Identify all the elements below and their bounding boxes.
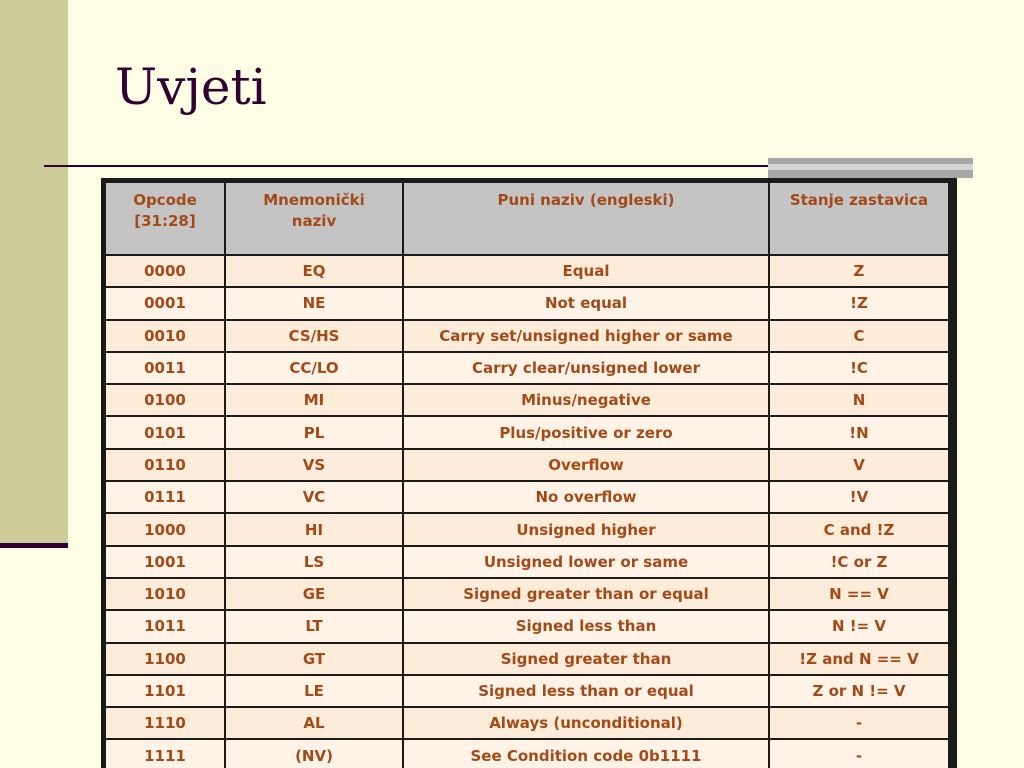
table-row xyxy=(105,449,949,481)
cell-opcode: 0101 xyxy=(105,416,225,448)
cell-full-name: Unsigned higher xyxy=(403,513,769,545)
cell-mnemonic: AL xyxy=(225,707,403,739)
cell-flags: !C or Z xyxy=(769,546,949,578)
cell-mnemonic: CS/HS xyxy=(225,320,403,352)
cell-flags: V xyxy=(769,449,949,481)
table-row xyxy=(105,578,949,610)
header-mnemonic-line1: Mnemonički xyxy=(263,191,365,209)
table-row xyxy=(105,287,949,319)
table-row xyxy=(105,546,949,578)
cell-full-name: Equal xyxy=(403,255,769,287)
cell-opcode: 1000 xyxy=(105,513,225,545)
cell-mnemonic: LT xyxy=(225,610,403,642)
cell-flags: N != V xyxy=(769,610,949,642)
table-row xyxy=(105,739,949,768)
cell-flags: N == V xyxy=(769,578,949,610)
cell-opcode: 1011 xyxy=(105,610,225,642)
cell-mnemonic: LS xyxy=(225,546,403,578)
cell-full-name: Minus/negative xyxy=(403,384,769,416)
cell-full-name: Not equal xyxy=(403,287,769,319)
header-mnemonic-line2: naziv xyxy=(291,212,337,230)
cell-opcode: 0011 xyxy=(105,352,225,384)
cell-full-name: Signed less than or equal xyxy=(403,675,769,707)
cell-full-name: See Condition code 0b1111 xyxy=(403,739,769,768)
table-row xyxy=(105,513,949,545)
left-band-rule xyxy=(0,543,68,548)
header-mnemonic xyxy=(225,182,403,255)
title-divider xyxy=(44,165,770,167)
table-row xyxy=(105,707,949,739)
condition-table-frame xyxy=(101,178,957,768)
cell-opcode: 0010 xyxy=(105,320,225,352)
cell-opcode: 0100 xyxy=(105,384,225,416)
cell-mnemonic: GE xyxy=(225,578,403,610)
left-decor-band xyxy=(0,0,68,546)
cell-full-name: Always (unconditional) xyxy=(403,707,769,739)
cell-full-name: Signed greater than or equal xyxy=(403,578,769,610)
cell-mnemonic: PL xyxy=(225,416,403,448)
table-row xyxy=(105,255,949,287)
table-row xyxy=(105,320,949,352)
cell-opcode: 1101 xyxy=(105,675,225,707)
table-row xyxy=(105,384,949,416)
cell-full-name: No overflow xyxy=(403,481,769,513)
cell-opcode: 0000 xyxy=(105,255,225,287)
cell-opcode: 0110 xyxy=(105,449,225,481)
cell-mnemonic: LE xyxy=(225,675,403,707)
cell-flags: Z or N != V xyxy=(769,675,949,707)
slide-title: Uvjeti xyxy=(115,58,267,116)
cell-mnemonic: (NV) xyxy=(225,739,403,768)
cell-flags: !V xyxy=(769,481,949,513)
cell-mnemonic: GT xyxy=(225,643,403,675)
cell-flags: !N xyxy=(769,416,949,448)
cell-opcode: 1001 xyxy=(105,546,225,578)
cell-full-name: Signed less than xyxy=(403,610,769,642)
cell-full-name: Plus/positive or zero xyxy=(403,416,769,448)
cell-flags: N xyxy=(769,384,949,416)
table-body xyxy=(105,255,949,768)
table-row xyxy=(105,481,949,513)
header-full-name: Puni naziv (engleski) xyxy=(403,182,769,255)
cell-opcode: 1100 xyxy=(105,643,225,675)
cell-full-name: Carry set/unsigned higher or same xyxy=(403,320,769,352)
cell-mnemonic: NE xyxy=(225,287,403,319)
cell-full-name: Carry clear/unsigned lower xyxy=(403,352,769,384)
cell-mnemonic: HI xyxy=(225,513,403,545)
cell-opcode: 1010 xyxy=(105,578,225,610)
table-header-row xyxy=(105,182,949,255)
accent-bar xyxy=(768,158,973,178)
cell-mnemonic: CC/LO xyxy=(225,352,403,384)
cell-opcode: 1111 xyxy=(105,739,225,768)
cell-opcode: 1110 xyxy=(105,707,225,739)
cell-flags: C xyxy=(769,320,949,352)
cell-mnemonic: VS xyxy=(225,449,403,481)
cell-flags: !Z and N == V xyxy=(769,643,949,675)
table-row xyxy=(105,643,949,675)
table-row xyxy=(105,416,949,448)
cell-flags: - xyxy=(769,707,949,739)
header-opcode-line2: [31:28] xyxy=(134,212,196,230)
cell-flags: !C xyxy=(769,352,949,384)
cell-flags: !Z xyxy=(769,287,949,319)
header-opcode xyxy=(105,182,225,255)
condition-codes-table xyxy=(104,181,950,768)
table-row xyxy=(105,610,949,642)
cell-flags: - xyxy=(769,739,949,768)
cell-opcode: 0001 xyxy=(105,287,225,319)
cell-opcode: 0111 xyxy=(105,481,225,513)
cell-mnemonic: VC xyxy=(225,481,403,513)
table-row xyxy=(105,675,949,707)
cell-mnemonic: EQ xyxy=(225,255,403,287)
cell-full-name: Signed greater than xyxy=(403,643,769,675)
header-opcode-line1: Opcode xyxy=(133,191,197,209)
cell-full-name: Overflow xyxy=(403,449,769,481)
cell-mnemonic: MI xyxy=(225,384,403,416)
header-flags: Stanje zastavica xyxy=(769,182,949,255)
cell-flags: C and !Z xyxy=(769,513,949,545)
cell-flags: Z xyxy=(769,255,949,287)
table-row xyxy=(105,352,949,384)
cell-full-name: Unsigned lower or same xyxy=(403,546,769,578)
